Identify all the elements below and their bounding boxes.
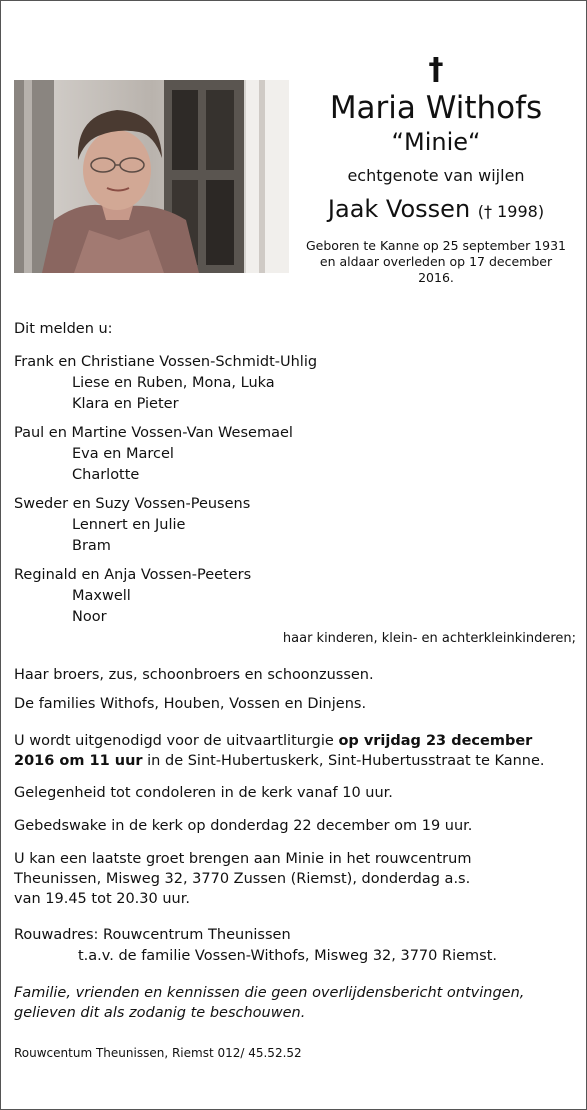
mourning-address <box>14 925 576 967</box>
family-child: Lennert en Julie <box>72 517 186 533</box>
spouse-name: Jaak Vossen <box>327 195 471 223</box>
family-parents: Sweder en Suzy Vossen-Peusens <box>14 496 251 512</box>
notice-block <box>14 983 576 1023</box>
spouse-intro: echtgenote van wijlen <box>347 166 525 185</box>
address-line: Rouwadres: Rouwcentrum Theunissen <box>14 927 291 943</box>
family-group <box>14 423 576 486</box>
ceremony-text: U wordt uitgenodigd voor de uitvaartliturgie <box>14 733 339 749</box>
ceremony-location: in de Sint-Hubertuskerk, Sint-Hubertusstraat te Kanne. <box>142 753 545 769</box>
family-group <box>14 352 576 415</box>
farewell-line: Theunissen, Misweg 32, 3770 Zussen (Riemst), donderdag a.s. <box>14 871 471 887</box>
spouse-line <box>301 193 571 228</box>
nickname: “Minie“ <box>391 128 481 156</box>
families-line: De families Withofs, Houben, Vossen en Dinjens. <box>14 696 367 712</box>
family-child: Bram <box>72 538 111 554</box>
family-parents: Paul en Martine Vossen-Van Wesemael <box>14 425 293 441</box>
address-line: t.a.v. de familie Vossen-Withofs, Misweg 32, 3770 Riemst. <box>78 948 497 964</box>
ceremony-date: op vrijdag 23 december <box>338 733 533 749</box>
family-child: Liese en Ruben, Mona, Luka <box>72 375 275 391</box>
family-child: Maxwell <box>72 588 131 604</box>
notice-line: Familie, vrienden en kennissen die geen overlijdensbericht ontvingen, <box>14 985 525 1001</box>
ceremony-invitation <box>14 731 576 771</box>
kinship-line: haar kinderen, klein- en achterkleinkinderen; <box>282 631 576 646</box>
family-child: Charlotte <box>72 467 140 483</box>
announcement-body <box>14 319 576 1064</box>
funeral-home-footer: Rouwcentum Theunissen, Riemst 012/ 45.52.52 <box>14 1046 302 1060</box>
cross-symbol: † <box>428 52 444 87</box>
condolence-line: Gelegenheid tot condoleren in de kerk vanaf 10 uur. <box>14 785 393 801</box>
wake-line: Gebedswake in de kerk op donderdag 22 december om 19 uur. <box>14 818 473 834</box>
deceased-name: Maria Withofs <box>329 90 543 126</box>
portrait-photo <box>14 80 289 273</box>
siblings-line: Haar broers, zus, schoonbroers en schoonzussen. <box>14 667 374 683</box>
farewell-paragraph <box>14 849 576 909</box>
notice-line: gelieven dit als zodanig te beschouwen. <box>14 1005 306 1021</box>
family-parents: Reginald en Anja Vossen-Peeters <box>14 567 252 583</box>
spouse-death-year: († 1998) <box>477 202 545 221</box>
death-line: en aldaar overleden op 17 december 2016. <box>319 254 553 285</box>
family-group <box>14 494 576 557</box>
family-parents: Frank en Christiane Vossen-Schmidt-Uhlig <box>14 354 318 370</box>
farewell-line: U kan een laatste groet brengen aan Minie in het rouwcentrum <box>14 851 472 867</box>
family-group <box>14 565 576 628</box>
header-block <box>301 53 571 286</box>
family-child: Eva en Marcel <box>72 446 174 462</box>
portrait-image <box>14 80 289 273</box>
family-child: Klara en Pieter <box>72 396 179 412</box>
farewell-line: van 19.45 tot 20.30 uur. <box>14 891 190 907</box>
birth-line: Geboren te Kanne op 25 september 1931 <box>305 238 566 253</box>
family-child: Noor <box>72 609 107 625</box>
intro-text: Dit melden u: <box>14 321 113 337</box>
ceremony-time: 2016 om 11 uur <box>14 753 143 769</box>
